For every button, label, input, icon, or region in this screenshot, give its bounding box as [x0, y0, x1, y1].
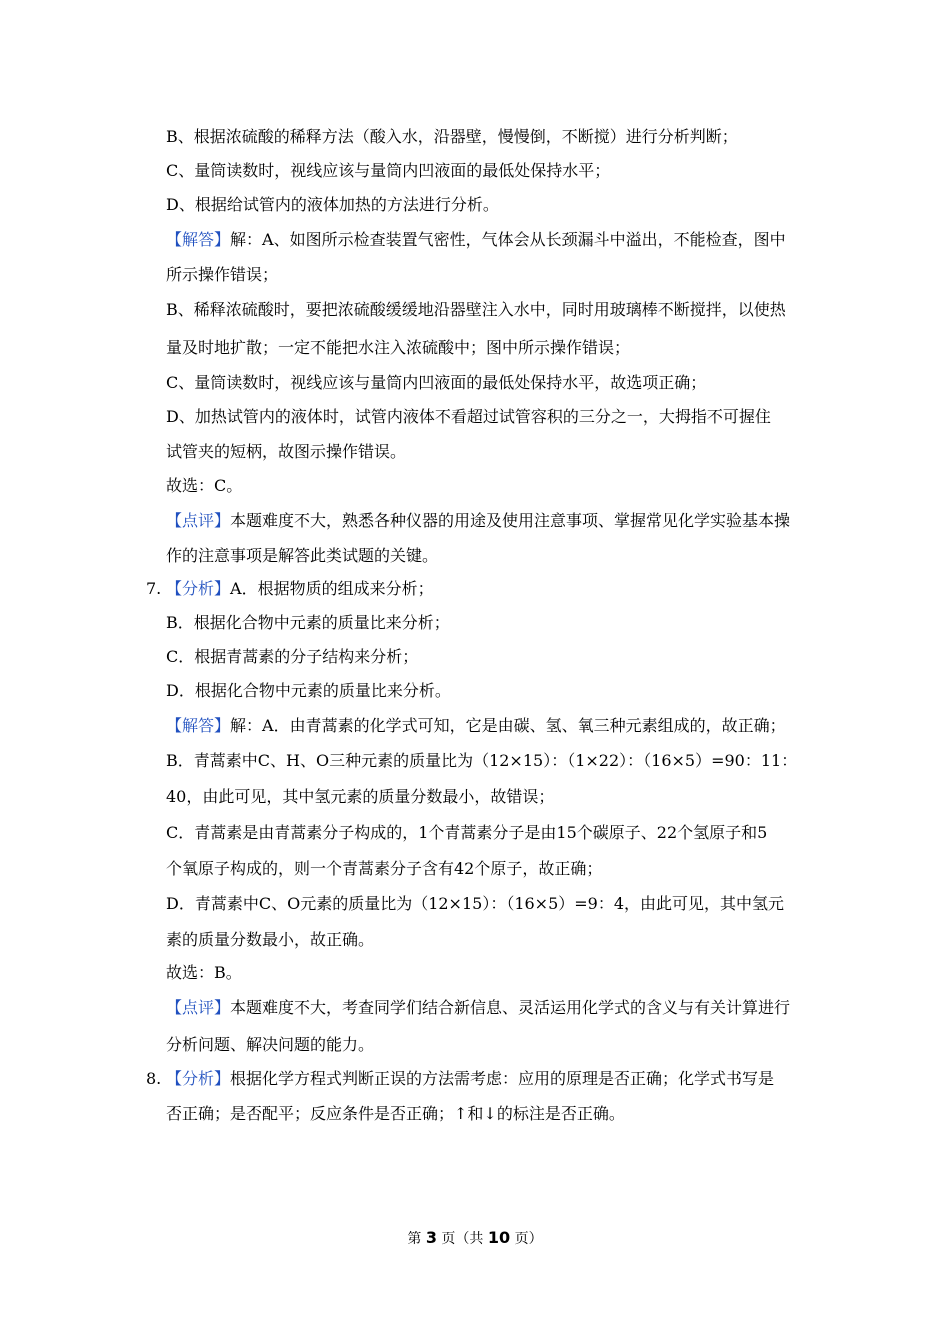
- text-line: [166, 337, 630, 359]
- line-text: 所示操作错误；: [166, 265, 279, 284]
- text-line: [166, 1034, 374, 1056]
- line-text: 作的注意事项是解答此类试题的关键。: [166, 546, 439, 565]
- text-line: [166, 893, 784, 915]
- line-text: B、稀释浓硫酸时，要把浓硫酸缓缓地沿器壁注入水中，同时用玻璃棒不断搅拌，以使热: [166, 300, 786, 319]
- line-text: 本题难度不大，考查同学们结合新信息、灵活运用化学式的含义与有关计算进行: [230, 998, 791, 1017]
- text-line: [166, 786, 554, 808]
- line-text: D、加热试管内的液体时，试管内液体不看超过试管容积的三分之一，大拇指不可握住: [166, 407, 771, 426]
- text-line: [166, 680, 451, 702]
- line-text: 根据化学方程式判断正误的方法需考虑：应用的原理是否正确；化学式书写是: [230, 1069, 775, 1088]
- text-line: [166, 545, 438, 567]
- line-text: B、根据浓硫酸的稀释方法（酸入水，沿器壁，慢慢倒，不断搅）进行分析判断；: [166, 127, 738, 146]
- line-text: D．青蒿素中C、O元素的质量比为（12×15）：（16×5）=9：4，由此可见，其中氢元: [166, 894, 785, 913]
- text-line: [166, 962, 242, 984]
- line-text: 40，由此可见，其中氢元素的质量分数最小，故错误；: [166, 787, 555, 806]
- line-text: 本题难度不大，熟悉各种仪器的用途及使用注意事项、掌握常见化学实验基本操: [230, 511, 791, 530]
- text-line: [166, 510, 790, 532]
- line-text: 试管夹的短柄，故图示操作错误。: [166, 442, 407, 461]
- line-text: 分析问题、解决问题的能力。: [166, 1035, 375, 1054]
- footer-total-pages: 10: [487, 1228, 511, 1247]
- line-text: C、量筒读数时，视线应该与量筒内凹液面的最低处保持水平；: [166, 161, 611, 180]
- footer-page-number: 3: [425, 1228, 437, 1247]
- text-line: [166, 264, 278, 286]
- footer-prefix: 第: [407, 1231, 426, 1247]
- text-line: [166, 1103, 625, 1125]
- question-number: 7.: [146, 579, 162, 598]
- line-text: 故选：B。: [166, 963, 242, 982]
- text-line: [166, 750, 797, 772]
- section-tag: 【解答】: [166, 716, 231, 735]
- line-text: A．根据物质的组成来分析；: [230, 579, 434, 598]
- section-tag: 【解答】: [166, 230, 231, 249]
- section-tag: 【分析】: [166, 1069, 231, 1088]
- section-tag: 【分析】: [166, 579, 231, 598]
- text-line: [166, 822, 767, 844]
- text-line: [166, 372, 706, 394]
- footer-middle: 页（共: [436, 1231, 488, 1247]
- line-text: 个氧原子构成的，则一个青蒿素分子含有42个原子，故正确；: [166, 859, 603, 878]
- text-line: [166, 997, 790, 1019]
- line-text: 故选：C。: [166, 476, 243, 495]
- line-text: 素的质量分数最小，故正确。: [166, 930, 375, 949]
- line-text: 解：A．由青蒿素的化学式可知，它是由碳、氢、氧三种元素组成的，故正确；: [230, 716, 786, 735]
- text-line: [166, 612, 450, 634]
- text-line: [166, 406, 771, 428]
- text-line: [166, 160, 610, 182]
- line-text: D、根据给试管内的液体加热的方法进行分析。: [166, 195, 499, 214]
- text-line: [166, 229, 786, 251]
- page-footer: [0, 1228, 950, 1249]
- text-line: [166, 858, 602, 880]
- text-line: [146, 1068, 775, 1090]
- line-text: 量及时地扩散；一定不能把水注入浓硫酸中；图中所示操作错误；: [166, 338, 631, 357]
- line-text: C、量筒读数时，视线应该与量筒内凹液面的最低处保持水平，故选项正确；: [166, 373, 707, 392]
- text-line: [166, 715, 786, 737]
- text-line: [146, 578, 434, 600]
- question-number: 8.: [146, 1069, 162, 1088]
- line-text: B．根据化合物中元素的质量比来分析；: [166, 613, 450, 632]
- text-line: [166, 126, 738, 148]
- line-text: C．青蒿素是由青蒿素分子构成的，1个青蒿素分子是由15个碳原子、22个氢原子和5: [166, 823, 768, 842]
- section-tag: 【点评】: [166, 998, 231, 1017]
- line-text: 否正确；是否配平；反应条件是否正确；↑和↓的标注是否正确。: [166, 1104, 625, 1123]
- text-line: [166, 441, 406, 463]
- text-line: [166, 646, 418, 668]
- line-text: D．根据化合物中元素的质量比来分析。: [166, 681, 451, 700]
- text-line: [166, 194, 499, 216]
- text-line: [166, 299, 786, 321]
- line-text: C．根据青蒿素的分子结构来分析；: [166, 647, 419, 666]
- line-text: B．青蒿素中C、H、O三种元素的质量比为（12×15）：（1×22）：（16×5）=90：11：: [166, 751, 798, 770]
- text-line: [166, 929, 374, 951]
- line-text: 解：A、如图所示检查装置气密性，气体会从长颈漏斗中溢出，不能检查，图中: [230, 230, 786, 249]
- text-line: [166, 475, 242, 497]
- section-tag: 【点评】: [166, 511, 231, 530]
- footer-suffix: 页）: [510, 1231, 543, 1247]
